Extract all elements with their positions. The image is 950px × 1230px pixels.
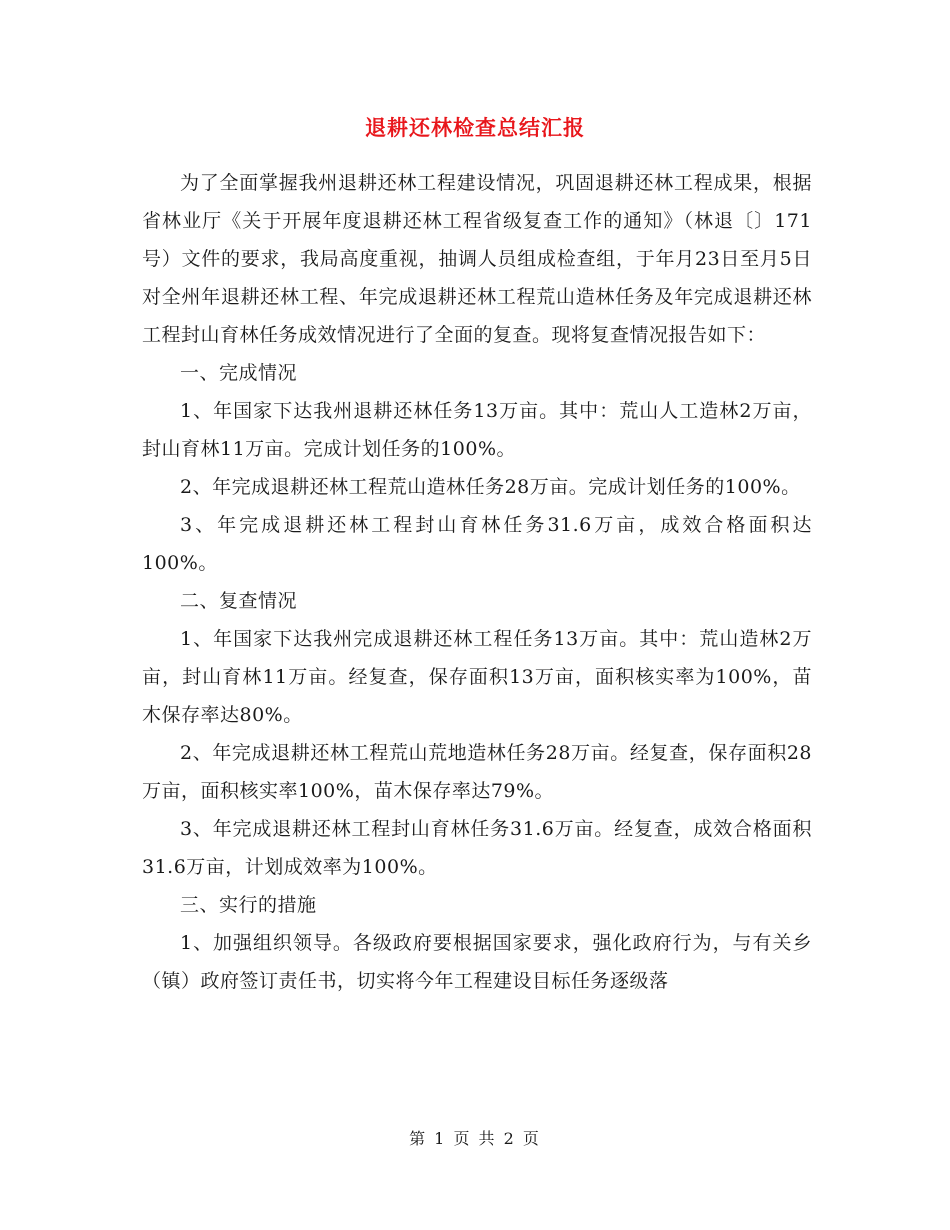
document-body xyxy=(142,164,812,1000)
document-title: 退耕还林检查总结汇报 xyxy=(365,115,585,140)
paragraph-review-1: 1、年国家下达我州完成退耕还林工程任务13万亩。其中：荒山造林2万亩，封山育林11万亩。经复查，保存面积13万亩，面积核实率为100%，苗木保存率达80%。 xyxy=(142,628,812,726)
paragraph-intro: 为了全面掌握我州退耕还林工程建设情况，巩固退耕还林工程成果，根据省林业厅《关于开展年度退耕还林工程省级复查工作的通知》（林退〔〕171号）文件的要求，我局高度重视，抽调人员组成检查组，于年月23日至月5日对全州年退耕还林工程、年完成退耕还林工程荒山造林任务及年完成退耕还林工程封山育林任务成效情况进行了全面的复查。现将复查情况报告如下： xyxy=(142,172,812,346)
section-heading-review: 二、复查情况 xyxy=(180,590,298,612)
paragraph-completion-2: 2、年完成退耕还林工程荒山造林任务28万亩。完成计划任务的100%。 xyxy=(180,476,801,498)
paragraph-review-2: 2、年完成退耕还林工程荒山荒地造林任务28万亩。经复查，保存面积28万亩，面积核实率100%，苗木保存率达79%。 xyxy=(142,742,812,802)
page-number: 第 1 页 共 2 页 xyxy=(409,1129,541,1148)
paragraph-completion-1: 1、年国家下达我州退耕还林任务13万亩。其中：荒山人工造林2万亩，封山育林11万亩。完成计划任务的100%。 xyxy=(142,400,812,460)
section-heading-completion: 一、完成情况 xyxy=(180,362,298,384)
paragraph-review-3: 3、年完成退耕还林工程封山育林任务31.6万亩。经复查，成效合格面积31.6万亩，计划成效率为100%。 xyxy=(142,818,812,878)
section-heading-measures: 三、实行的措施 xyxy=(180,894,317,916)
paragraph-measures-1: 1、加强组织领导。各级政府要根据国家要求，强化政府行为，与有关乡（镇）政府签订责任书，切实将今年工程建设目标任务逐级落 xyxy=(142,932,812,992)
paragraph-completion-3: 3、年完成退耕还林工程封山育林任务31.6万亩，成效合格面积达100%。 xyxy=(142,514,812,574)
